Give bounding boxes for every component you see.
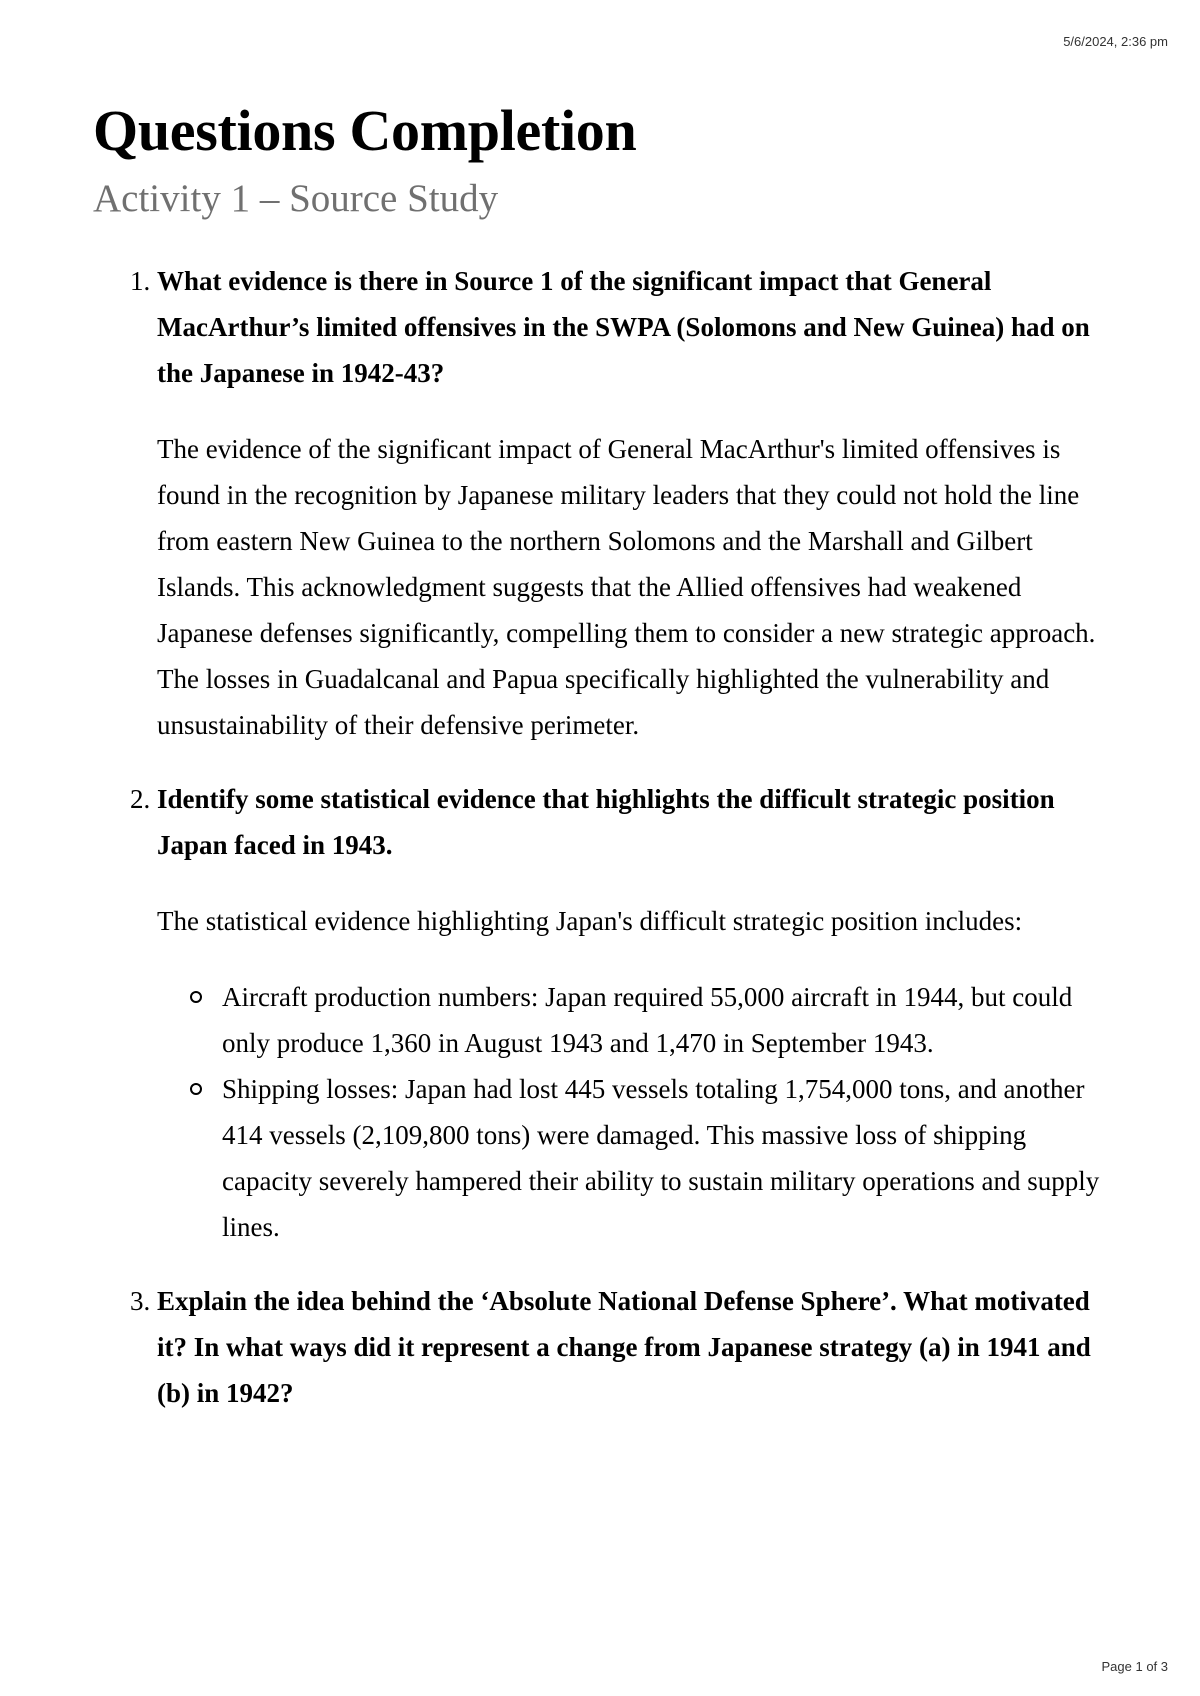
circle-bullet-icon xyxy=(190,991,202,1003)
question-item-1 xyxy=(157,258,1113,748)
list-item-text: Aircraft production numbers: Japan required 55,000 aircraft in 1944, but could only produce 1,360 in August 1943 and 1,470 in September 1943. xyxy=(222,982,1073,1059)
page-title: Questions Completion xyxy=(93,98,637,163)
question-list xyxy=(93,258,1113,1416)
print-timestamp: 5/6/2024, 2:36 pm xyxy=(1063,34,1168,49)
question-text: 1. What evidence is there in Source 1 of the significant impact that General MacArthur’s limited offensives in the SWPA (Solomons and New Guinea) had on the Japanese in 1942-43? xyxy=(157,266,1090,389)
answer-text: The statistical evidence highlighting Japan's difficult strategic position includes: xyxy=(157,906,1023,937)
list-item xyxy=(222,974,1113,1066)
list-item-text: Shipping losses: Japan had lost 445 vessels totaling 1,754,000 tons, and another 414 vessels (2,109,800 tons) were damaged. This massive loss of shipping capacity severely hampered their ability to sustain military operations and supply lines. xyxy=(222,1074,1100,1243)
question-item-3 xyxy=(157,1278,1113,1416)
list-item xyxy=(222,1066,1113,1250)
question-item-2 xyxy=(157,776,1113,1250)
document-body xyxy=(93,96,1113,1444)
statistics-list xyxy=(157,974,1113,1250)
answer-text: The evidence of the significant impact of General MacArthur's limited offensives is found in the recognition by Japanese military leaders that they could not hold the line from eastern New Guinea to the northern Solomons and the Marshall and Gilbert Islands. This acknowledgment suggests that the Allied offensives had weakened Japanese defenses significantly, compelling them to consider a new strategic approach. The losses in Guadalcanal and Papua specifically highlighted the vulnerability and unsustainability of their defensive perimeter. xyxy=(157,434,1096,741)
question-text: 3. Explain the idea behind the ‘Absolute National Defense Sphere’. What motivated it? In what ways did it represent a change from Japanese strategy (a) in 1941 and (b) in 1942? xyxy=(157,1286,1091,1409)
page-number: Page 1 of 3 xyxy=(1101,1659,1168,1674)
question-text: 2. Identify some statistical evidence that highlights the difficult strategic position Japan faced in 1943. xyxy=(157,784,1055,861)
page-subtitle: Activity 1 – Source Study xyxy=(93,176,499,220)
circle-bullet-icon xyxy=(190,1083,202,1095)
